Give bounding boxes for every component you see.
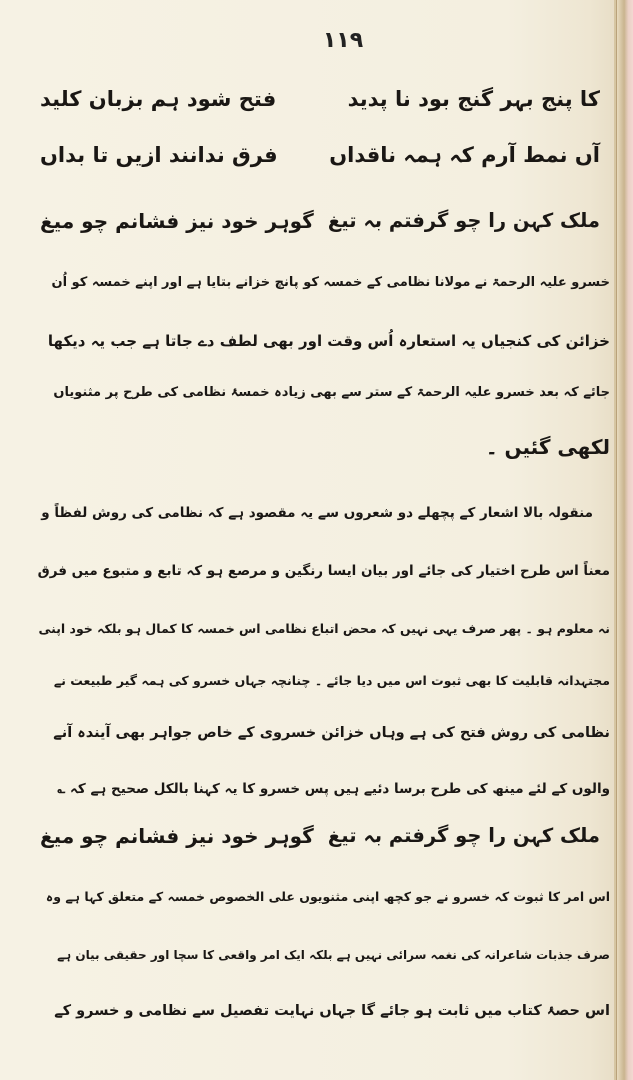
paragraph-line: منقولہ بالا اشعار کے پچھلے دو شعروں سے یہ مقصود ہے کہ نظامی کی روش لفظاً و [41,505,593,521]
paragraph-line: مجتہدانہ قابلیت کا بھی ثبوت اس میں دیا جائے ۔ چنانچہ جہاں خسرو کی ہمہ گیر طبیعت نے [53,673,610,688]
verse-hemistich-first: کا پنج بہر گنج بود نا پدید [347,87,600,111]
verse-line [40,200,600,242]
verse-hemistich-first: ملک کہن را چو گرفتم بہ تیغ [327,824,600,847]
paragraph-line: خزائن کی کنجیاں یہ استعارہ اُس وقت اور بھی لطف دے جاتا ہے جب یہ دیکھا [47,332,610,350]
paragraph-line: لکھی گئیں ۔ [485,435,610,459]
verse-line [40,134,600,176]
paragraph-line: اس امر کا ثبوت کہ خسرو نے جو کچھ اپنی مثنویوں علی الخصوص خمسہ کے متعلق کہا ہے وہ [45,889,610,904]
verse-hemistich-first: آں نمط آرم کہ ہمہ ناقداں [329,143,600,167]
verse-hemistich-second: فرق ندانند ازیں تا بداں [40,143,278,167]
verse-hemistich-second: فتح شود ہم بزبان کلید [40,87,277,111]
verse-hemistich-second: گوہر خود نیز فشانم چو میغ [40,824,314,848]
page-number: ۱۱۹ [322,28,364,53]
book-spine [616,0,633,1080]
paragraph-line: والوں کے لئے مینھ کی طرح برسا دئیے ہیں پس خسرو کا یہ کہنا بالکل صحیح ہے کہ ؎ [57,781,610,797]
paragraph-line: نہ معلوم ہو ۔ پھر صرف یہی نہیں کہ محض اتباع نظامی اس خمسہ کا کمال ہو بلکہ خود اپنی [38,621,610,636]
paragraph-line: خسرو علیہ الرحمۃ نے مولانا نظامی کے خمسہ کو پانچ خزانے بتایا ہے اور اپنے خمسہ کو اُن [51,275,610,290]
verse-line [40,78,600,120]
verse-hemistich-second: گوہر خود نیز فشانم چو میغ [40,209,314,233]
paragraph-line: اس حصۂ کتاب میں ثابت ہو جائے گا جہاں نہایت تفصیل سے نظامی و خسرو کے [54,1003,610,1019]
paragraph-line: نظامی کی روش فتح کی ہے وہاں خزائن خسروی کے خاص جواہر بھی آیندہ آنے [53,725,610,741]
paragraph-line: صرف جذبات شاعرانہ کی نغمہ سرائی نہیں ہے بلکہ ایک امر واقعی کا سچا اور حقیقی بیان ہے [57,948,610,962]
paragraph-line: جائے کہ بعد خسرو علیہ الرحمۃ کے ستر سے بھی زیادہ خمسۂ نظامی کی طرح پر مثنویاں [53,385,610,400]
verse-line [40,815,600,857]
verse-hemistich-first: ملک کہن را چو گرفتم بہ تیغ [327,209,600,232]
paragraph-line: معناً اس طرح اختیار کی جائے اور بیان ایسا رنگین و مرصع ہو کہ تابع و متبوع میں فرق [37,563,610,579]
